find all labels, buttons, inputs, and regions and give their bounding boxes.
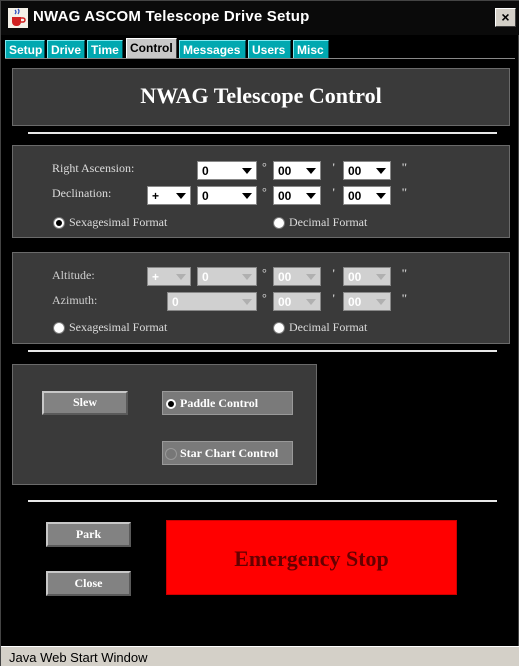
degree-symbol: ° bbox=[262, 266, 267, 280]
chevron-down-icon bbox=[306, 168, 316, 174]
chevron-down-icon bbox=[306, 299, 316, 305]
alt-sign-select[interactable]: + bbox=[147, 267, 191, 286]
star-chart-control-radio[interactable] bbox=[165, 448, 177, 460]
header-panel bbox=[12, 68, 510, 126]
minute-symbol: ' bbox=[332, 160, 336, 174]
dec-seconds-select[interactable]: 00 bbox=[343, 186, 391, 205]
tab-misc[interactable]: Misc bbox=[293, 40, 329, 59]
chevron-down-icon bbox=[176, 193, 186, 199]
second-symbol: " bbox=[401, 291, 408, 305]
azimuth-label: Azimuth: bbox=[52, 293, 98, 307]
minute-symbol: ' bbox=[332, 266, 336, 280]
eq-decimal-label: Decimal Format bbox=[289, 215, 368, 229]
chevron-down-icon bbox=[306, 274, 316, 280]
chevron-down-icon bbox=[306, 193, 316, 199]
chevron-down-icon bbox=[242, 193, 252, 199]
separator bbox=[28, 500, 497, 502]
dec-minutes-select[interactable]: 00 bbox=[273, 186, 321, 205]
horizontal-panel bbox=[12, 252, 510, 344]
chevron-down-icon bbox=[242, 299, 252, 305]
degree-symbol: ° bbox=[262, 291, 267, 305]
park-button[interactable]: Park bbox=[46, 522, 131, 547]
dec-label: Declination: bbox=[52, 186, 112, 200]
paddle-control-radio[interactable] bbox=[165, 398, 177, 410]
eq-sexagesimal-radio[interactable] bbox=[53, 217, 65, 229]
chevron-down-icon bbox=[176, 274, 186, 280]
tab-messages[interactable]: Messages bbox=[179, 40, 246, 59]
equatorial-panel bbox=[12, 145, 510, 238]
star-chart-control-option[interactable] bbox=[162, 441, 293, 465]
emergency-stop-label: Emergency Stop bbox=[234, 546, 389, 571]
star-chart-control-label: Star Chart Control bbox=[180, 446, 279, 460]
hz-sexagesimal-label: Sexagesimal Format bbox=[69, 320, 168, 334]
alt-seconds-select[interactable]: 00 bbox=[343, 267, 391, 286]
tab-divider bbox=[5, 58, 515, 59]
alt-degrees-select[interactable]: 0 bbox=[197, 267, 257, 286]
chevron-down-icon bbox=[376, 168, 386, 174]
ra-hours-select[interactable]: 0 bbox=[197, 161, 257, 180]
paddle-control-option[interactable] bbox=[162, 391, 293, 415]
separator bbox=[28, 132, 497, 134]
eq-decimal-radio[interactable] bbox=[273, 217, 285, 229]
chevron-down-icon bbox=[376, 193, 386, 199]
page-title: NWAG Telescope Control bbox=[140, 83, 382, 108]
chevron-down-icon bbox=[376, 299, 386, 305]
status-text: Java Web Start Window bbox=[9, 650, 148, 665]
close-button[interactable]: Close bbox=[46, 571, 131, 596]
window-title: NWAG ASCOM Telescope Drive Setup bbox=[33, 8, 310, 25]
minute-symbol: ' bbox=[332, 185, 336, 199]
second-symbol: " bbox=[401, 266, 408, 280]
tab-time[interactable]: Time bbox=[87, 40, 123, 59]
dec-degrees-select[interactable]: 0 bbox=[197, 186, 257, 205]
emergency-stop-button[interactable] bbox=[166, 520, 457, 595]
hz-decimal-radio[interactable] bbox=[273, 322, 285, 334]
az-minutes-select[interactable]: 00 bbox=[273, 292, 321, 311]
chevron-down-icon bbox=[242, 168, 252, 174]
az-degrees-select[interactable]: 0 bbox=[167, 292, 257, 311]
ra-label: Right Ascension: bbox=[52, 161, 135, 175]
ra-seconds-select[interactable]: 00 bbox=[343, 161, 391, 180]
ra-minutes-select[interactable]: 00 bbox=[273, 161, 321, 180]
second-symbol: " bbox=[401, 185, 408, 199]
close-window-button[interactable]: × bbox=[495, 8, 516, 27]
tab-users[interactable]: Users bbox=[248, 40, 291, 59]
eq-sexagesimal-label: Sexagesimal Format bbox=[69, 215, 168, 229]
minute-symbol: ' bbox=[332, 291, 336, 305]
paddle-control-label: Paddle Control bbox=[180, 396, 259, 410]
hz-decimal-label: Decimal Format bbox=[289, 320, 368, 334]
hz-sexagesimal-radio[interactable] bbox=[53, 322, 65, 334]
tab-drive[interactable]: Drive bbox=[47, 40, 85, 59]
altitude-label: Altitude: bbox=[52, 268, 95, 282]
chevron-down-icon bbox=[242, 274, 252, 280]
chevron-down-icon bbox=[376, 274, 386, 280]
alt-minutes-select[interactable]: 00 bbox=[273, 267, 321, 286]
status-bar bbox=[1, 646, 519, 666]
tab-bar bbox=[5, 39, 515, 59]
java-cup-icon bbox=[8, 8, 28, 28]
motion-panel bbox=[12, 364, 317, 485]
separator bbox=[28, 350, 497, 352]
slew-button[interactable]: Slew bbox=[42, 391, 128, 415]
degree-symbol: ° bbox=[262, 185, 267, 199]
dec-sign-select[interactable]: + bbox=[147, 186, 191, 205]
degree-symbol: ° bbox=[262, 160, 267, 174]
az-seconds-select[interactable]: 00 bbox=[343, 292, 391, 311]
second-symbol: " bbox=[401, 160, 408, 174]
title-bar[interactable] bbox=[1, 1, 519, 35]
tab-control[interactable]: Control bbox=[126, 38, 177, 59]
tab-setup[interactable]: Setup bbox=[5, 40, 45, 59]
